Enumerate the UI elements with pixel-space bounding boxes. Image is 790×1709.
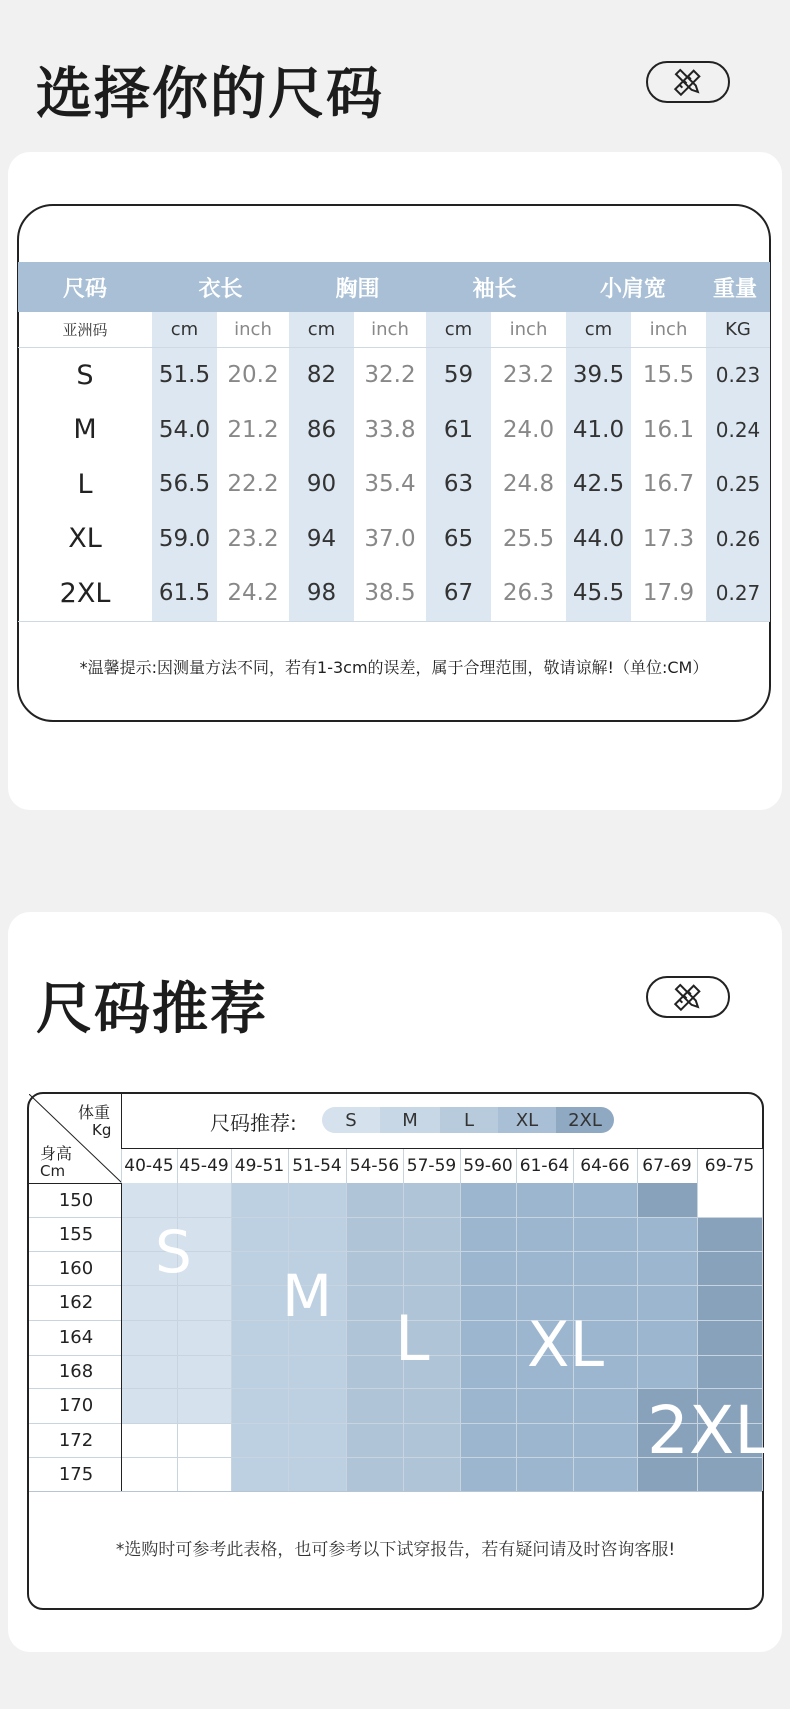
ruler-pencil-icon <box>646 976 730 1018</box>
weight-column-header: 59-60 <box>463 1156 513 1176</box>
chart-cell <box>346 1457 403 1491</box>
chart-cell <box>288 1457 346 1491</box>
chart-cell <box>231 1355 288 1388</box>
value-cell: 32.2 <box>364 362 416 389</box>
value-cell: 16.1 <box>642 416 695 443</box>
subheader-kg: KG <box>706 312 770 347</box>
value-cell: 63 <box>426 457 491 512</box>
chart-cell <box>177 1285 231 1320</box>
header-weight: 重量 <box>712 276 757 302</box>
value-cell: 37.0 <box>364 525 416 552</box>
value-cell: 41.0 <box>566 403 631 458</box>
height-row-label: 160 <box>58 1257 94 1279</box>
corner-height-unit: Cm <box>40 1162 66 1180</box>
value-cell: 0.26 <box>706 512 770 567</box>
weight-column-header: 61-64 <box>519 1156 570 1176</box>
grid-line <box>29 1491 762 1492</box>
chart-cell <box>516 1423 573 1457</box>
chart-cell <box>177 1388 231 1423</box>
chart-cell <box>346 1388 403 1423</box>
grid-line <box>29 1388 762 1389</box>
chart-cell <box>346 1423 403 1457</box>
value-cell: 25.5 <box>502 525 555 552</box>
subheader-cm: cm <box>289 312 354 347</box>
chart-cell <box>403 1388 460 1423</box>
chart-cell <box>460 1251 516 1285</box>
chart-cell <box>697 1285 762 1320</box>
size-table-note: *温馨提示:因测量方法不同，若有1-3cm的误差，属于合理范围，敬请谅解!（单位:CM） <box>79 658 709 677</box>
recommendation-note: *选购时可参考此表格，也可参考以下试穿报告，若有疑问请及时咨询客服! <box>115 1540 676 1560</box>
height-row-label: 170 <box>58 1395 94 1416</box>
chart-cell <box>121 1285 177 1320</box>
size-zone-label-m: M <box>282 1262 333 1330</box>
chart-cell <box>288 1355 346 1388</box>
chart-cell <box>573 1388 637 1423</box>
chart-cell <box>231 1388 288 1423</box>
value-cell: 42.5 <box>566 457 631 512</box>
table-row <box>18 457 770 512</box>
ruler-pencil-icon <box>646 61 730 103</box>
chart-cell <box>346 1183 403 1217</box>
chart-cell <box>637 1251 697 1285</box>
chart-cell <box>460 1320 516 1355</box>
chart-cell <box>516 1217 573 1251</box>
chart-cell <box>231 1320 288 1355</box>
size-zone-label-xl: XL <box>527 1308 605 1381</box>
value-cell: 65 <box>426 512 491 567</box>
chart-cell <box>460 1388 516 1423</box>
chart-cell <box>697 1217 762 1251</box>
chart-cell <box>231 1423 288 1457</box>
table-row <box>18 512 770 567</box>
table-row <box>18 348 770 403</box>
value-cell: 17.9 <box>642 580 695 607</box>
value-cell: 35.4 <box>364 471 416 498</box>
chart-cell <box>637 1217 697 1251</box>
chart-cell <box>177 1423 231 1457</box>
value-cell: 0.27 <box>706 566 770 621</box>
subheader-inch: inch <box>649 319 688 340</box>
chart-cell <box>637 1183 697 1217</box>
weight-column-header: 54-56 <box>349 1156 400 1176</box>
chart-cell <box>697 1355 762 1388</box>
weight-column-header: 49-51 <box>234 1156 285 1176</box>
size-cell: S <box>76 359 94 391</box>
size-cell: M <box>73 414 97 446</box>
weight-column-header: 67-69 <box>642 1156 692 1176</box>
chart-cell <box>288 1183 346 1217</box>
value-cell: 44.0 <box>566 512 631 567</box>
chart-cell <box>231 1285 288 1320</box>
chart-cell <box>637 1355 697 1388</box>
value-cell: 24.2 <box>227 580 279 607</box>
value-cell: 59.0 <box>152 512 217 567</box>
chart-cell <box>121 1355 177 1388</box>
chart-cell <box>637 1320 697 1355</box>
grid-line <box>231 1149 232 1491</box>
size-cell: L <box>77 468 93 500</box>
chart-cell <box>231 1183 288 1217</box>
legend-label: 尺码推荐: <box>210 1111 297 1135</box>
chart-cell <box>403 1183 460 1217</box>
grid-line <box>29 1217 762 1218</box>
legend-size-2xl: 2XL <box>556 1107 614 1133</box>
value-cell: 23.2 <box>227 525 279 552</box>
chart-cell <box>460 1355 516 1388</box>
value-cell: 90 <box>289 457 354 512</box>
size-table-header <box>18 262 770 312</box>
weight-column-header: 69-75 <box>704 1156 755 1176</box>
chart-cell <box>573 1251 637 1285</box>
height-row-label: 175 <box>58 1463 94 1485</box>
corner-weight-label: 体重 <box>78 1103 111 1122</box>
legend-size-xl: XL <box>498 1107 556 1133</box>
header-chest: 胸围 <box>335 276 380 302</box>
chart-cell <box>403 1251 460 1285</box>
value-cell: 0.23 <box>706 348 770 403</box>
size-cell: XL <box>68 523 102 555</box>
chart-cell <box>177 1355 231 1388</box>
page-title: 选择你的尺码 <box>36 62 384 127</box>
grid-line <box>29 1251 762 1252</box>
chart-cell <box>573 1183 637 1217</box>
header-sleeve: 袖长 <box>472 276 517 302</box>
chart-cell <box>460 1183 516 1217</box>
value-cell: 94 <box>289 512 354 567</box>
subheader-asian-size: 亚洲码 <box>62 321 108 339</box>
value-cell: 20.2 <box>227 362 279 389</box>
chart-cell <box>231 1457 288 1491</box>
size-table <box>18 262 770 622</box>
value-cell: 23.2 <box>502 362 555 389</box>
chart-cell <box>121 1388 177 1423</box>
chart-cell <box>346 1217 403 1251</box>
legend-size-s: S <box>322 1107 380 1133</box>
value-cell: 24.0 <box>502 416 555 443</box>
grid-line <box>29 1285 762 1286</box>
chart-cell <box>573 1423 637 1457</box>
height-row-label: 168 <box>58 1361 94 1382</box>
chart-cell <box>403 1457 460 1491</box>
grid-line <box>460 1149 461 1491</box>
subheader-inch: inch <box>371 319 409 340</box>
weight-column-header: 64-66 <box>580 1156 630 1176</box>
value-cell: 21.2 <box>227 416 279 443</box>
chart-cell <box>516 1183 573 1217</box>
height-row-label: 164 <box>58 1327 94 1348</box>
weight-column-header: 51-54 <box>292 1156 342 1176</box>
chart-cell <box>460 1285 516 1320</box>
value-cell: 61 <box>426 403 491 458</box>
chart-cell <box>288 1217 346 1251</box>
value-cell: 26.3 <box>502 580 555 607</box>
value-cell: 22.2 <box>227 471 279 498</box>
value-cell: 54.0 <box>152 403 217 458</box>
value-cell: 86 <box>289 403 354 458</box>
chart-cell <box>288 1388 346 1423</box>
chart-cell <box>637 1285 697 1320</box>
subheader-cm: cm <box>426 312 491 347</box>
chart-cell <box>403 1423 460 1457</box>
chart-cell <box>516 1251 573 1285</box>
chart-cell <box>573 1457 637 1491</box>
value-cell: 59 <box>426 348 491 403</box>
grid-line <box>177 1149 178 1491</box>
height-row-label: 162 <box>58 1292 94 1313</box>
subheader-inch: inch <box>509 319 548 340</box>
corner-height-label: 身高 <box>40 1144 73 1163</box>
corner-weight-unit: Kg <box>92 1121 112 1139</box>
value-cell: 15.5 <box>642 362 695 389</box>
value-cell: 33.8 <box>364 416 416 443</box>
chart-cell <box>177 1183 231 1217</box>
weight-column-header: 45-49 <box>179 1156 229 1176</box>
table-row <box>18 403 770 458</box>
legend-size-l: L <box>440 1107 498 1133</box>
height-row-label: 155 <box>58 1223 94 1245</box>
value-cell: 24.8 <box>502 471 555 498</box>
weight-column-header: 57-59 <box>406 1156 457 1176</box>
chart-cell <box>573 1217 637 1251</box>
chart-cell <box>697 1251 762 1285</box>
chart-cell <box>346 1251 403 1285</box>
value-cell: 67 <box>426 566 491 621</box>
chart-cell <box>121 1457 177 1491</box>
chart-cell <box>177 1457 231 1491</box>
subheader-cm: cm <box>152 312 217 347</box>
chart-cell <box>460 1457 516 1491</box>
value-cell: 16.7 <box>642 471 695 498</box>
chart-cell <box>231 1217 288 1251</box>
chart-cell <box>460 1217 516 1251</box>
chart-cell <box>121 1183 177 1217</box>
chart-cell <box>231 1251 288 1285</box>
header-shoulder: 小肩宽 <box>599 276 666 302</box>
value-cell: 82 <box>289 348 354 403</box>
size-zone-label-l: L <box>395 1302 430 1375</box>
subheader-inch: inch <box>234 319 272 340</box>
chart-cell <box>288 1423 346 1457</box>
header-size: 尺码 <box>62 276 107 302</box>
table-row <box>18 566 770 621</box>
value-cell: 0.24 <box>706 403 770 458</box>
grid-line <box>516 1149 517 1491</box>
chart-cell <box>121 1320 177 1355</box>
value-cell: 98 <box>289 566 354 621</box>
chart-cell <box>697 1320 762 1355</box>
value-cell: 38.5 <box>364 580 416 607</box>
value-cell: 51.5 <box>152 348 217 403</box>
size-cell: 2XL <box>59 577 111 609</box>
value-cell: 0.25 <box>706 457 770 512</box>
legend-size-m: M <box>380 1107 440 1133</box>
weight-column-header: 40-45 <box>124 1156 174 1176</box>
chart-cell <box>460 1423 516 1457</box>
chart-cell <box>403 1217 460 1251</box>
section-title: 尺码推荐 <box>36 977 268 1042</box>
chart-cell <box>121 1423 177 1457</box>
value-cell: 17.3 <box>642 525 695 552</box>
grid-line <box>346 1149 347 1491</box>
size-zone-label-s: S <box>155 1218 192 1286</box>
height-row-label: 150 <box>58 1189 94 1211</box>
chart-cell <box>697 1183 762 1217</box>
chart-cell <box>516 1457 573 1491</box>
header-length: 衣长 <box>198 276 243 302</box>
value-cell: 45.5 <box>566 566 631 621</box>
size-table-subheader <box>18 312 770 348</box>
value-cell: 61.5 <box>152 566 217 621</box>
chart-cell <box>177 1320 231 1355</box>
subheader-cm: cm <box>566 312 631 347</box>
value-cell: 56.5 <box>152 457 217 512</box>
size-zone-label-2xl: 2XL <box>647 1392 771 1469</box>
value-cell: 39.5 <box>566 348 631 403</box>
chart-cell <box>516 1388 573 1423</box>
height-row-label: 172 <box>58 1429 94 1451</box>
grid-line <box>637 1149 638 1491</box>
